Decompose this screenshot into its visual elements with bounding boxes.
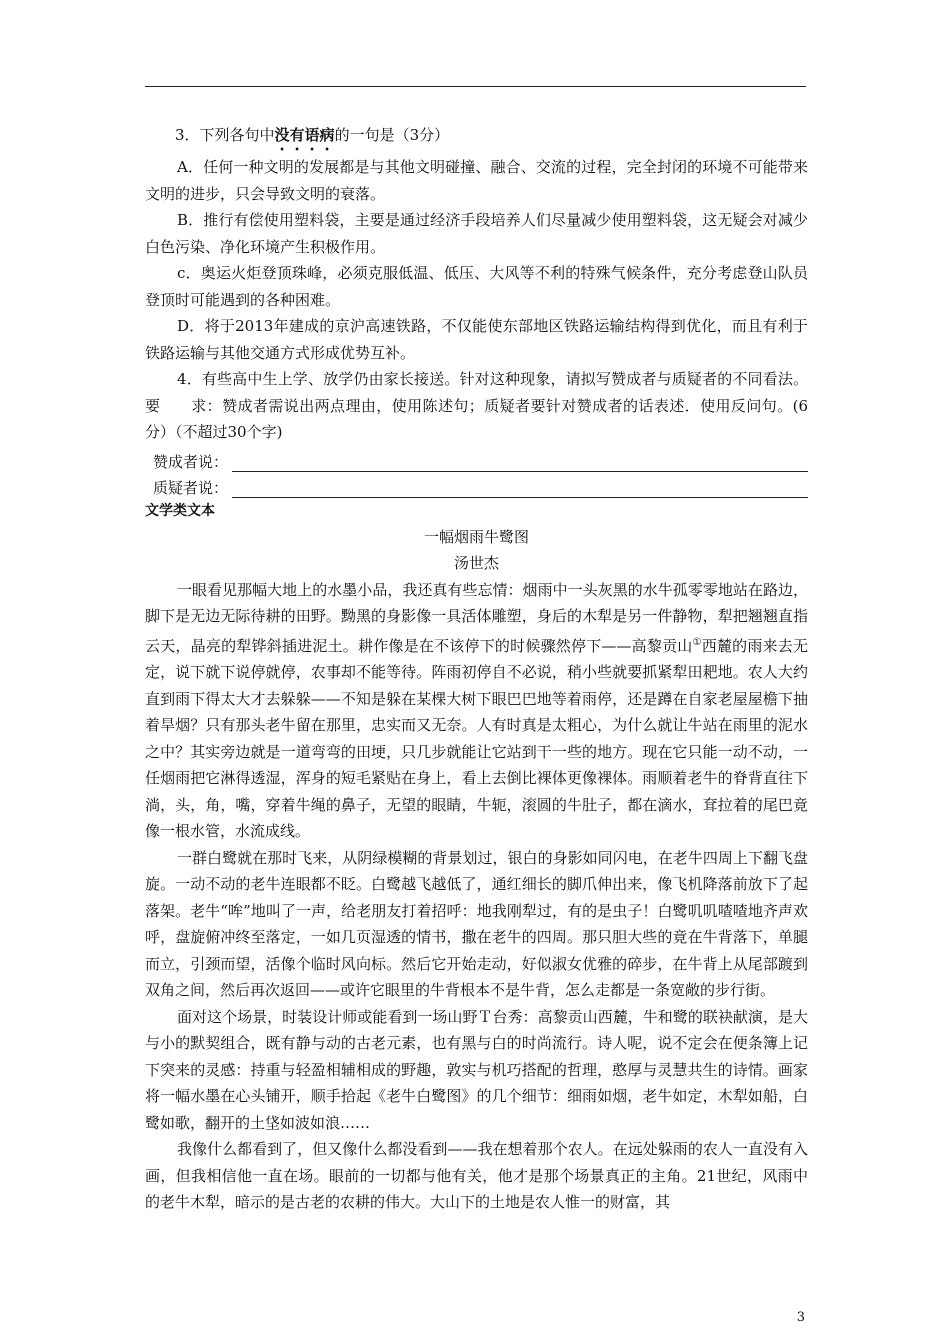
header-rule (145, 86, 806, 87)
supporter-label: 赞成者说： (153, 452, 229, 471)
article-author: 汤世杰 (453, 554, 499, 572)
answer-row-supporter (145, 446, 808, 472)
question-4-stem: 4．有些高中生上学、放学仍由家长接送。针对这种现象，请拟写赞成者与质疑者的不同看法。要 求：赞成者需说出两点理由，使用陈述句；质疑者要针对赞成者的话表述．使用反问句。(6分）（不超过30个字) (145, 370, 808, 441)
skeptic-answer-line[interactable] (232, 479, 808, 498)
paragraph-1-part-a: 一眼看见那幅大地上的水墨小品，我还真有些忘情：烟雨中一头灰黑的水牛孤零零地站在路边，脚下是无边无际待耕的田野。黝黑的身影像一具活体雕塑，身后的木犁是另一件静物，犁把翘翘直指云天，晶亮的犁铧斜插进泥土。耕作像是在不该停下的时候骤然停下——高黎贡山 (145, 580, 808, 655)
q3-stem-prefix: 3．下列各句中 (175, 126, 275, 144)
option-a: A．任何一种文明的发展都是与其他文明碰撞、融合、交流的过程，完全封闭的环境不可能带来文明的进步，只会导致文明的衰落。 (145, 158, 808, 203)
article-title: 一幅烟雨牛鹭图 (423, 527, 529, 546)
q3-stem-suffix: 的一句是（3分） (334, 126, 450, 144)
option-b: B．推行有偿使用塑料袋，主要是通过经济手段培养人们尽量减少使用塑料袋，这无疑会对减少白色污染、净化环境产生积极作用。 (145, 211, 808, 256)
article-paragraph-2: 一群白鹭就在那时飞来，从阴绿模糊的背景划过，银白的身影如同闪电，在老牛四周上下翻飞盘旋。一动不动的老牛连眼都不眨。白鹭越飞越低了，通红细长的脚爪伸出来，像飞机降落前放下了起落架。老牛“哞”地叫了一声，给老朋友打着招呼：地我刚犁过，有的是虫子！白鹭叽叽喳喳地齐声欢呼，盘旋俯冲终至落定，一如几页湿透的情书，撒在老牛的四周。那只胆大些的竟在牛背落下，单腿而立，引颈而望，活像个临时风向标。然后它开始走动，好似淑女优雅的碎步，在牛背上从尾部踱到双角之间，然后再次返回——或许它眼里的牛背根本不是牛背，怎么走都是一条宽敞的步行街。 (145, 848, 808, 999)
option-c: c．奥运火炬登顶珠峰，必须克服低温、低压、大风等不利的特殊气候条件，充分考虑登山队员登顶时可能遇到的各种困难。 (145, 264, 808, 309)
article-paragraph-1 (145, 577, 808, 845)
question-3-stem (145, 122, 808, 154)
option-d: D．将于2013年建成的京沪高速铁路，不仅能使东部地区铁路运输结构得到优化，而且有利于铁路运输与其他交通方式形成优势互补。 (145, 317, 808, 362)
article-paragraph-3: 面对这个场景，时装设计师或能看到一场山野Ｔ台秀：高黎贡山西麓，牛和鹭的联袂献演，是大与小的默契组合，既有静与动的古老元素，也有黑与白的时尚流行。诗人呢，说不定会在便条簿上记下突来的灵感：持重与轻盈相辅相成的野趣，敦实与机巧搭配的哲理，憨厚与灵慧共生的诗情。画家将一幅水墨在心头铺开，顺手拾起《老牛白鹭图》的几个细节：细雨如烟，老牛如定，木犁如船，白鹭如歌，翻开的土垡如波如浪…… (145, 1007, 808, 1132)
q3-stem-emphasis: 没有语病 (274, 126, 335, 144)
article-paragraph-4: 我像什么都看到了，但又像什么都没看到——我在想着那个农人。在远处躲雨的农人一直没有入画，但我相信他一直在场。眼前的一切都与他有关，他才是那个场景真正的主角。21世纪，风雨中的老牛木犁，暗示的是古老的农耕的伟大。大山下的土地是农人惟一的财富，其 (145, 1140, 808, 1211)
page-number: 3 (796, 1310, 805, 1325)
answer-row-skeptic (145, 472, 808, 498)
paragraph-1-part-b: 西麓的雨来去无定，说下就下说停就停，农事却不能等待。阵雨初停自不必说，稍小些就要抓紧犁田耙地。农人大约直到雨下得太大才去躲躲——不知是躲在某棵大树下眼巴巴地等着雨停，还是蹲在自家老屋屋檐下抽着旱烟？只有那头老牛留在那里，忠实而又无奈。人有时真是太粗心，为什么就让牛站在雨里的泥水之中？其实旁边就是一道弯弯的田埂，只几步就能让它站到干一些的地方。现在它只能一动不动，一任烟雨把它淋得透湿，浑身的短毛紧贴在身上，看上去倒比裸体更像裸体。雨顺着老牛的脊背直往下淌，头，角，嘴，穿着牛绳的鼻子，无望的眼睛，牛轭，滚圆的牛肚子，都在滴水，耷拉着的尾巴竟像一根水管，水流成线。 (145, 636, 808, 840)
question-3 (145, 122, 808, 1216)
footnote-marker: ① (692, 636, 702, 648)
supporter-answer-line[interactable] (232, 453, 808, 472)
section-heading: 文学类文本 (145, 502, 215, 519)
skeptic-label: 质疑者说： (153, 478, 229, 497)
